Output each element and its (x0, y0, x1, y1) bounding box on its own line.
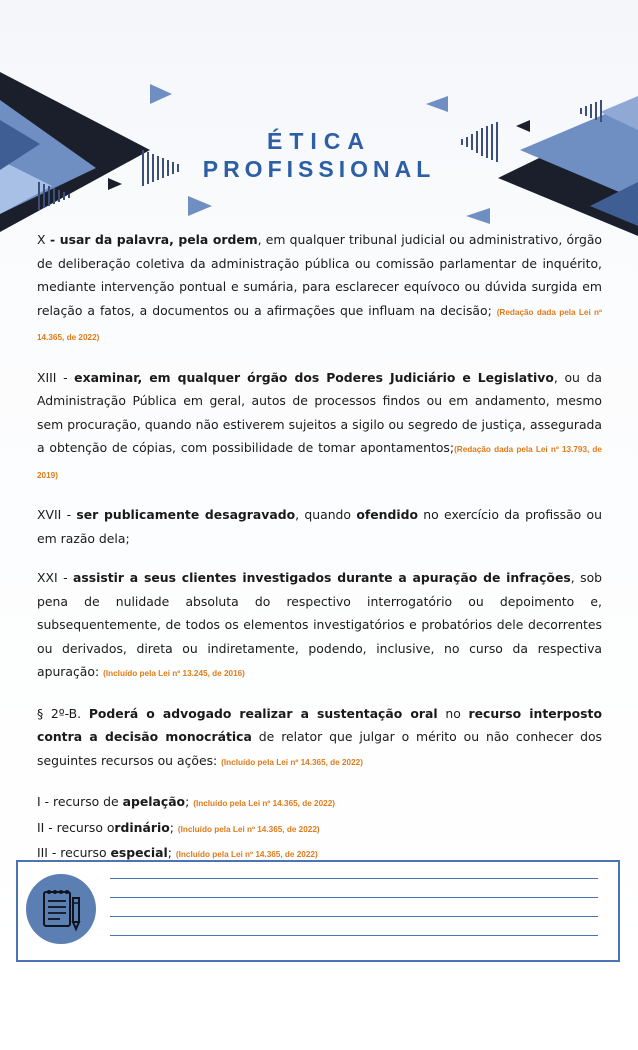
notes-box (16, 860, 620, 962)
page-title-line-1: ÉTICA (267, 128, 371, 154)
paragraph-xiii: XIII - examinar, em qualquer órgão dos Poderes Judiciário e Legislativo, ou da Administração Pública em geral, autos de processos findos ou em andamento, mesmo sem procuração, quando não estiverem sujeitos a sigilo ou segredo de justiça, assegurada a obtenção de cópias, com possibilidade de tomar apontamentos;(Redação dada pela Lei nº 13.793, de 2019) (37, 369, 602, 480)
list-item: I - recurso de apelação; (Incluído pela Lei nº 14.365, de 2022) (37, 794, 335, 809)
notes-line[interactable] (110, 878, 598, 879)
document-body (37, 228, 602, 967)
notes-icon-circle (26, 874, 96, 944)
paragraph-xxi: XXI - assistir a seus clientes investigados durante a apuração de infrações, sob pena de nulidade absoluta do respectivo interrogatório ou depoimento e, subsequentemente, de todos os elementos investigatórios e probatórios dele decorrentes ou derivados, direta ou indiretamente, podendo, inclusive, no curso da respectiva apuração: (Incluído pela Lei nº 13.245, de 2016) (37, 570, 603, 679)
page-title-line-2: PROFISSIONAL (202, 156, 436, 182)
small-blue-triangle-right (466, 208, 490, 224)
notes-line[interactable] (110, 935, 598, 936)
law-reference: (Redação dada pela Lei nº 14.365, de 2022) (37, 307, 602, 342)
paragraph-x: X - usar da palavra, pela ordem, em qualquer tribunal judicial ou administrativo, órgão de deliberação coletiva da administração pública ou comissão parlamentar de inquérito, mediante intervenção pontual e sumária, para esclarecer equívoco ou dúvida surgida em relação a fatos, a documentos ou a afirmações que influam na decisão; (Redação dada pela Lei nº 14.365, de 2022) (37, 232, 602, 342)
notes-line[interactable] (110, 897, 598, 898)
notepad-pencil-icon (26, 874, 96, 944)
small-triangle-top-right (426, 96, 448, 112)
law-reference: (Incluído pela Lei nº 14.365, de 2022) (177, 824, 320, 834)
law-reference: (Incluído pela Lei nº 14.365, de 2022) (221, 757, 363, 767)
law-reference: (Redação dada pela Lei nº 13.793, de 2019) (37, 445, 602, 480)
header-decoration (0, 0, 638, 240)
law-reference: (Incluído pela Lei nº 14.365, de 2022) (175, 850, 318, 859)
list-item: III - recurso especial; (Incluído pela Lei nº 14.365, de 2022) (37, 845, 318, 860)
small-triangle-top-left (150, 84, 172, 104)
paragraph-2b: § 2º-B. Poderá o advogado realizar a sustentação oral no recurso interposto contra a decisão monocrática de relator que julgar o mérito ou não conhecer dos seguintes recursos ou ações: (Incluído pela Lei nº 14.365, de 2022) (37, 705, 602, 768)
law-reference: (Incluído pela Lei nº 13.245, de 2016) (103, 669, 245, 678)
list-item: II - recurso ordinário; (Incluído pela Lei nº 14.365, de 2022) (37, 819, 320, 835)
small-blue-triangle-left (188, 196, 212, 216)
notes-line[interactable] (110, 916, 598, 917)
paragraph-xvii: XVII - ser publicamente desagravado, quando ofendido no exercício da profissão ou em razão dela; (37, 507, 602, 546)
law-reference: (Incluído pela Lei nº 14.365, de 2022) (193, 799, 335, 808)
